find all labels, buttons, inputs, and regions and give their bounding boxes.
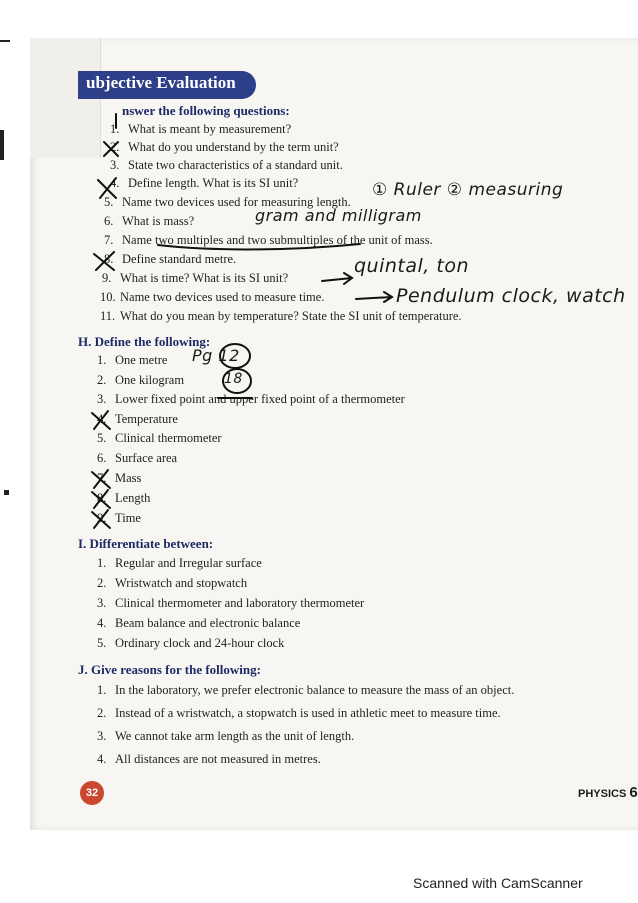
define-item-9: 9. Time [97, 511, 141, 525]
section-j-title: J. Give reasons for the following: [78, 662, 261, 677]
arrow-icon [356, 292, 392, 302]
differentiate-item-4: 4. Beam balance and electronic balance [97, 616, 301, 630]
camscanner-watermark: Scanned with CamScanner [413, 875, 583, 891]
handwritten-ruler-note: ① Ruler ② measuring [372, 180, 564, 200]
question-3: 3. State two characteristics of a standard unit. [110, 158, 343, 172]
differentiate-item-2: 2. Wristwatch and stopwatch [97, 576, 248, 590]
circle-mark [220, 344, 250, 368]
question-9: 9. What is time? What is its SI unit? [102, 271, 289, 285]
question-10: 10. Name two devices used to measure time. [100, 290, 325, 304]
handwritten-quintal-note: quintal, ton [354, 255, 469, 277]
question-7: 7. Name two multiples and two submultiples of the unit of mass. [104, 233, 433, 247]
question-5: 5. Name two devices used for measuring length. [104, 195, 351, 209]
instruction: nswer the following questions: [122, 103, 290, 118]
define-item-3: 3. Lower fixed point and upper fixed point of a thermometer [97, 392, 405, 406]
section-title: ubjective Evaluation [86, 73, 236, 92]
define-item-4: 4. Temperature [97, 412, 178, 426]
reason-item-1: 1. In the laboratory, we prefer electronic balance to measure the mass of an object. [97, 683, 515, 697]
footer-brand: PHYSICS 6 [578, 784, 638, 801]
question-8: 8. Define standard metre. [104, 252, 237, 266]
question-1: 1. What is meant by measurement? [110, 122, 292, 136]
define-item-7: 7. Mass [97, 471, 142, 485]
reason-item-4: 4. All distances are not measured in metres. [97, 752, 321, 766]
handwritten-gram-note: gram and milligram [255, 206, 422, 225]
handwritten-pendulum-note: Pendulum clock, watch [396, 285, 626, 307]
cross-mark-icon [98, 178, 116, 198]
question-4: 4. Define length. What is its SI unit? [110, 176, 299, 190]
section-h-title: H. Define the following: [78, 334, 211, 349]
differentiate-item-3: 3. Clinical thermometer and laboratory thermometer [97, 596, 365, 610]
cross-mark-icon [92, 411, 110, 429]
question-11: 11. What do you mean by temperature? State the SI unit of temperature. [100, 309, 462, 323]
reason-item-2: 2. Instead of a wristwatch, a stopwatch is used in athletic meet to measure time. [97, 706, 501, 720]
question-6: 6. What is mass? [104, 214, 195, 228]
section-i-title: I. Differentiate between: [78, 536, 214, 551]
arrow-icon [322, 273, 352, 284]
cross-mark-icon [92, 470, 110, 488]
handwritten-page-ref-2: 18 [224, 371, 243, 387]
define-item-1: 1. One metre [97, 353, 168, 367]
underline-stroke [158, 244, 360, 249]
define-item-2: 2. One kilogram [97, 373, 185, 387]
question-2: 2. What do you understand by the term unit? [110, 140, 339, 154]
cross-mark-icon [92, 490, 110, 508]
cross-mark-icon [92, 510, 110, 528]
differentiate-item-5: 5. Ordinary clock and 24-hour clock [97, 636, 285, 650]
cross-mark-icon [104, 142, 118, 156]
reason-item-3: 3. We cannot take arm length as the unit of length. [97, 729, 355, 743]
define-item-8: 8. Length [97, 491, 151, 505]
define-item-6: 6. Surface area [97, 451, 178, 465]
cross-mark-icon [94, 252, 114, 270]
handwritten-page-ref: Pg 12 [192, 346, 240, 365]
page-number: 32 [80, 781, 104, 805]
circle-mark [223, 369, 251, 393]
differentiate-item-1: 1. Regular and Irregular surface [97, 556, 262, 570]
define-item-5: 5. Clinical thermometer [97, 431, 222, 445]
